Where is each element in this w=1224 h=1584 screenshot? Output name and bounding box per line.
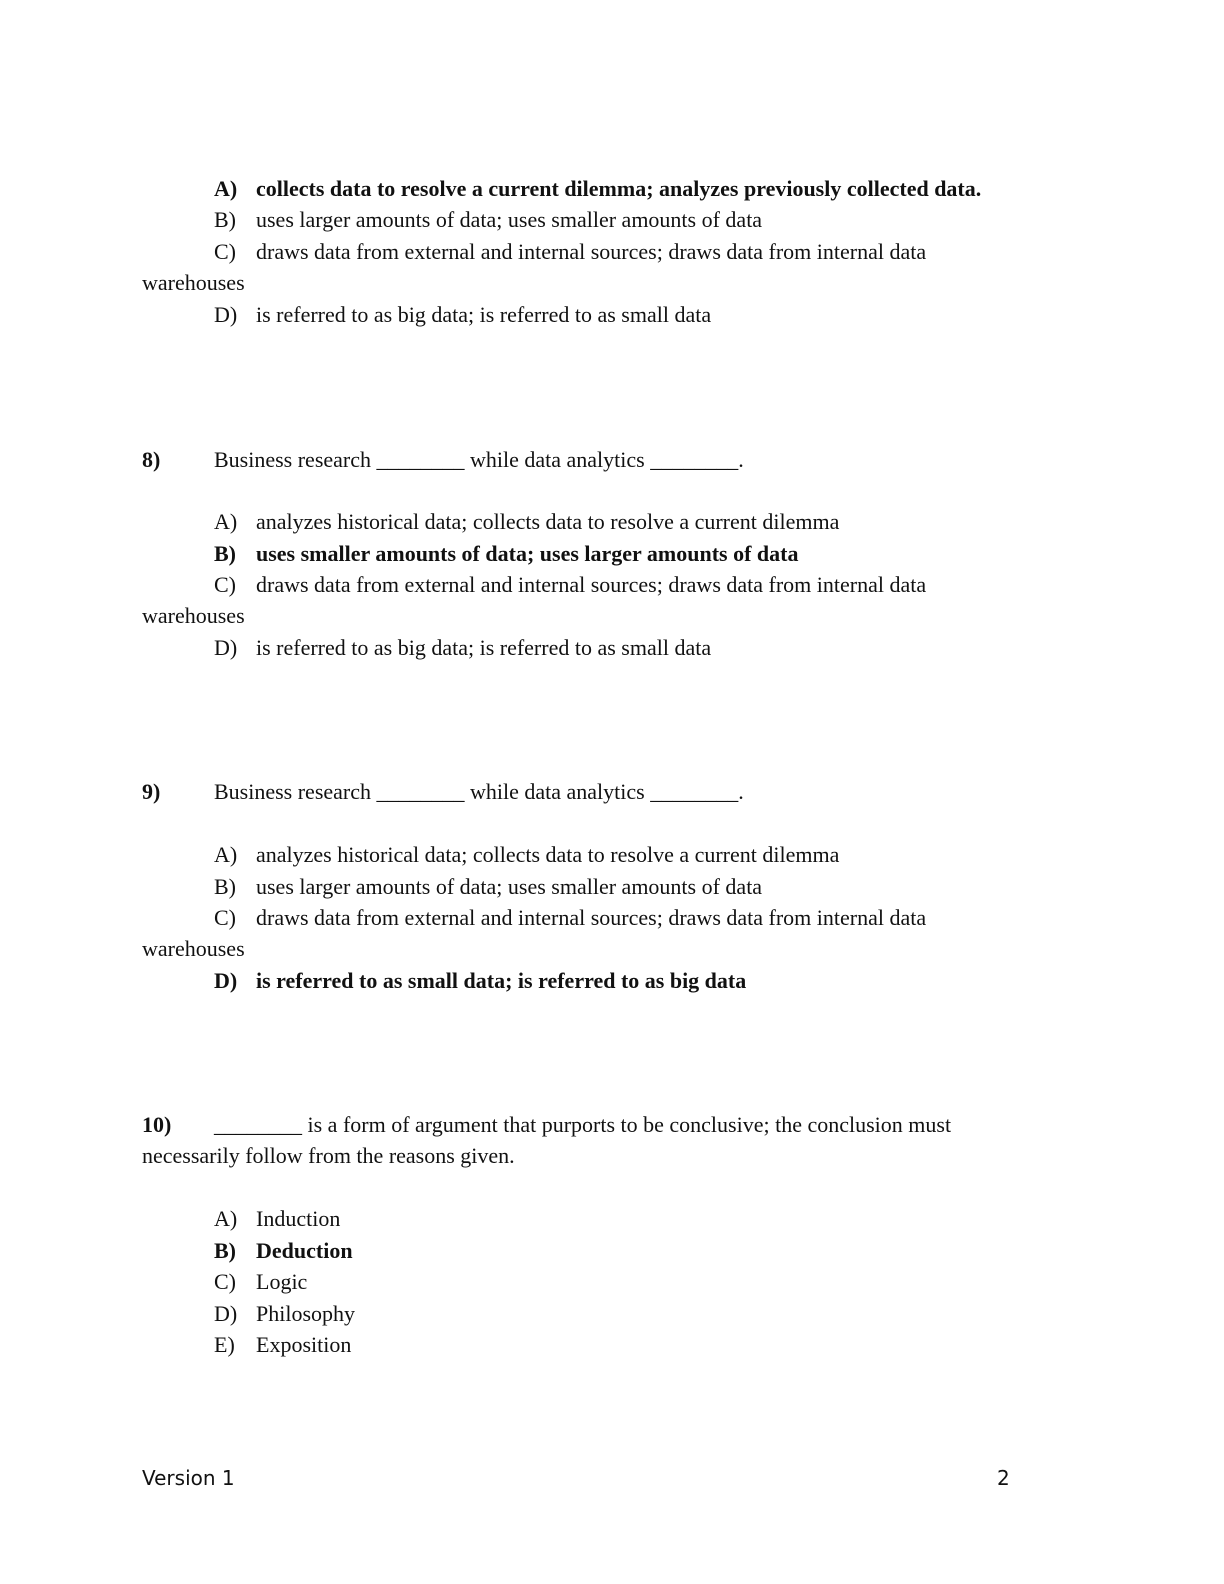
option-text: draws data from external and internal sources; draws data from internal data xyxy=(256,239,927,264)
option-letter: A) xyxy=(214,1206,238,1231)
q9-option-d xyxy=(214,968,746,994)
q8-stem: Business research ________ while data analytics ________. xyxy=(214,447,744,472)
option-letter: B) xyxy=(214,874,236,899)
option-text: uses smaller amounts of data; uses larger amounts of data xyxy=(256,541,799,566)
q10-number: 10) xyxy=(142,1112,172,1137)
option-text: Philosophy xyxy=(256,1301,356,1326)
q9-stem: Business research ________ while data analytics ________. xyxy=(214,779,744,804)
q8-number: 8) xyxy=(142,447,161,472)
option-letter: D) xyxy=(214,968,238,993)
option-letter: C) xyxy=(214,905,236,930)
q10-option-a xyxy=(214,1206,340,1232)
option-letter: A) xyxy=(214,842,238,867)
q9-option-c xyxy=(214,905,926,931)
option-letter: D) xyxy=(214,302,238,327)
option-letter: B) xyxy=(214,541,236,566)
option-letter: B) xyxy=(214,207,236,232)
option-text: collects data to resolve a current dilemma; analyzes previously collected data. xyxy=(256,176,982,201)
q9-option-a xyxy=(214,842,839,868)
q10-stem-line2: necessarily follow from the reasons given. xyxy=(142,1143,515,1168)
option-text: draws data from external and internal sources; draws data from internal data xyxy=(256,572,927,597)
q7-option-c-wrap: warehouses xyxy=(142,270,245,295)
q9-number: 9) xyxy=(142,779,161,804)
option-letter: B) xyxy=(214,1238,236,1263)
option-text: Deduction xyxy=(256,1238,353,1263)
q7-option-c xyxy=(214,239,926,265)
option-letter: A) xyxy=(214,176,238,201)
q9-option-c-wrap: warehouses xyxy=(142,936,245,961)
q9-option-b xyxy=(214,874,762,900)
option-text: analyzes historical data; collects data to resolve a current dilemma xyxy=(256,842,840,867)
option-text: draws data from external and internal sources; draws data from internal data xyxy=(256,905,927,930)
option-text: Induction xyxy=(256,1206,341,1231)
q7-option-b xyxy=(214,207,762,233)
option-letter: A) xyxy=(214,509,238,534)
q8-option-c xyxy=(214,572,926,598)
option-text: Exposition xyxy=(256,1332,352,1357)
footer-page-number: 2 xyxy=(997,1466,1010,1490)
q8-option-b xyxy=(214,541,798,567)
q8-option-c-wrap: warehouses xyxy=(142,603,245,628)
footer-version: Version 1 xyxy=(142,1466,235,1490)
option-text: uses larger amounts of data; uses smaller amounts of data xyxy=(256,874,763,899)
option-letter: C) xyxy=(214,239,236,264)
q10-option-e xyxy=(214,1332,351,1358)
q10-stem-line1: ________ is a form of argument that purports to be conclusive; the conclusion must xyxy=(214,1112,952,1137)
q8-option-d xyxy=(214,635,711,661)
q7-option-a xyxy=(214,176,981,202)
option-text: is referred to as big data; is referred to as small data xyxy=(256,635,712,660)
q10-option-d xyxy=(214,1301,355,1327)
option-text: analyzes historical data; collects data to resolve a current dilemma xyxy=(256,509,840,534)
option-letter: E) xyxy=(214,1332,235,1357)
option-text: Logic xyxy=(256,1269,308,1294)
option-letter: D) xyxy=(214,635,238,660)
option-letter: C) xyxy=(214,1269,236,1294)
option-text: is referred to as big data; is referred to as small data xyxy=(256,302,712,327)
q10-option-c xyxy=(214,1269,307,1295)
option-text: is referred to as small data; is referred to as big data xyxy=(256,968,747,993)
option-letter: C) xyxy=(214,572,236,597)
option-text: uses larger amounts of data; uses smaller amounts of data xyxy=(256,207,763,232)
q7-option-d xyxy=(214,302,711,328)
q10-option-b xyxy=(214,1238,353,1264)
option-letter: D) xyxy=(214,1301,238,1326)
q8-option-a xyxy=(214,509,839,535)
